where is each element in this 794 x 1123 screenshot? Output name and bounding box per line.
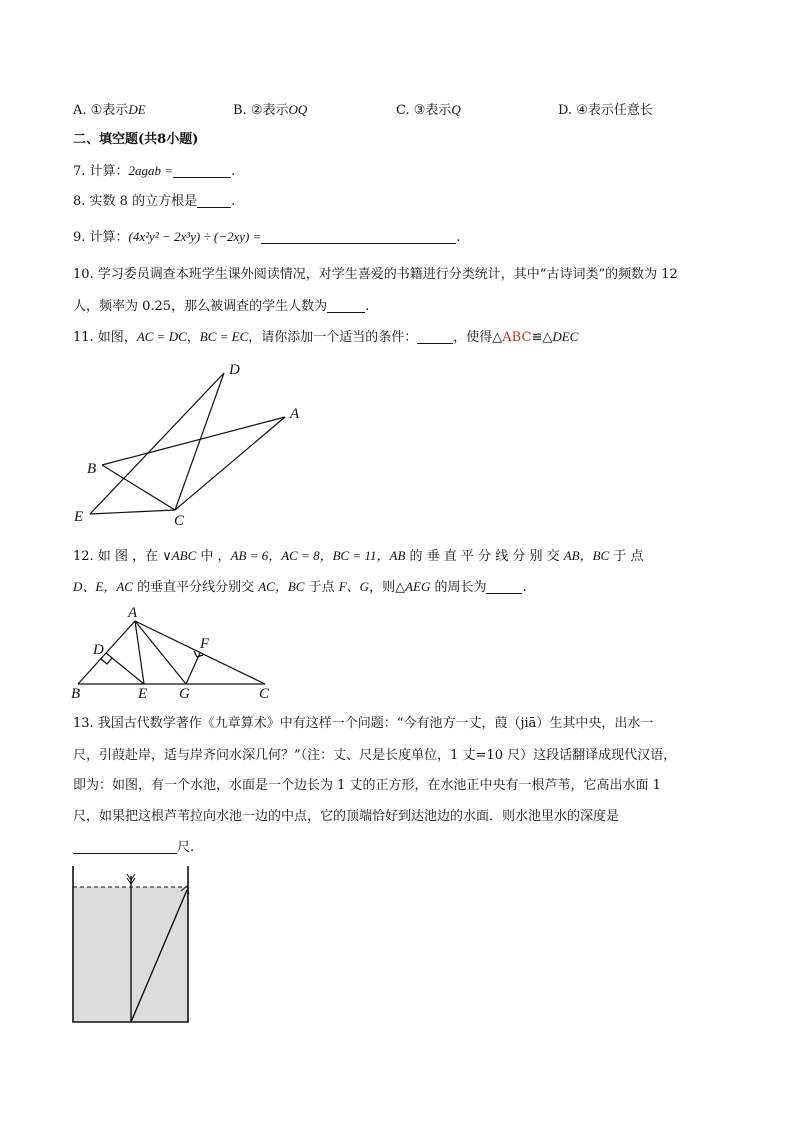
fig12-label-C: C	[259, 686, 270, 702]
section-title: 二、填空题(共8小题)	[73, 132, 199, 147]
option-c	[396, 99, 461, 118]
q12-l2c: AC，BC	[258, 579, 305, 594]
question-12-line-1	[73, 546, 644, 567]
q12-l2g: 的周长为	[430, 580, 487, 595]
question-13-line-1: 13. 我国古代数学著作《九章算术》中有这样一个问题：“今有池方一丈，葭（jiā）生其中央，出水一	[73, 716, 654, 731]
q11-sep: ，	[186, 330, 200, 345]
q12-l1c: 的 垂 直 平 分 线 分 别 交	[405, 549, 564, 564]
q11-after: ，使得△	[453, 330, 503, 345]
q9-prefix: 9. 计算：	[73, 230, 129, 245]
q9-expr: (4x²y² − 2x³y) ÷ (−2xy) =	[128, 229, 262, 244]
figure-13-pond	[70, 862, 195, 1027]
q12-end: .	[522, 580, 527, 595]
figure-12	[68, 604, 288, 702]
q11-abc: ABC	[502, 330, 532, 345]
q9-answer-blank[interactable]	[261, 229, 456, 244]
q8-answer-blank[interactable]	[197, 193, 231, 208]
q12-l2f: ，则△	[369, 580, 406, 595]
q9-end: .	[456, 230, 461, 245]
q7-answer-blank[interactable]	[173, 163, 231, 178]
q10-end: .	[365, 299, 370, 314]
option-c-value: Q	[451, 102, 461, 117]
fig12-label-F: F	[200, 636, 210, 652]
q7-end: .	[231, 164, 236, 179]
q7-glyph: g	[141, 163, 149, 178]
option-a-label: A. ①表示	[73, 103, 129, 118]
q7-prefix: 7. 计算：	[73, 164, 129, 179]
question-10-line-2	[73, 297, 369, 317]
q11-mid: ，请你添加一个适当的条件：	[248, 330, 418, 345]
question-12-line-2	[73, 577, 527, 598]
option-b-value: OQ	[288, 102, 308, 117]
fig12-label-A: A	[128, 605, 138, 621]
q10-answer-blank[interactable]	[327, 298, 365, 313]
q11-eq1: AC = DC	[136, 329, 187, 344]
fig12-label-B: B	[71, 686, 81, 702]
label-E: E	[74, 509, 84, 525]
question-13-line-4: 尺，如果把这根芦苇拉向水池一边的中点，它的顶端恰好到达池边的水面．则水池里水的深度是	[73, 809, 620, 824]
q12-l1a: 12. 如 图 ，在 ∨	[73, 549, 172, 564]
fig12-label-G: G	[179, 686, 190, 702]
fig12-label-E: E	[138, 686, 148, 702]
q8-text: 8. 实数 8 的立方根是	[73, 194, 198, 209]
option-a	[73, 99, 146, 118]
q12-answer-blank[interactable]	[486, 579, 522, 594]
label-C: C	[174, 513, 185, 529]
label-A: A	[290, 406, 300, 422]
q11-dec: DEC	[552, 329, 579, 344]
q13-end: 尺.	[177, 840, 195, 855]
q12-l2b: 的垂直平分线分别交	[132, 580, 259, 595]
question-11	[73, 327, 578, 348]
q8-end: .	[231, 194, 236, 209]
q11-prefix: 11. 如图，	[73, 330, 137, 345]
option-b	[233, 99, 307, 118]
option-a-value: DE	[128, 102, 146, 117]
figure-11-lines	[90, 373, 285, 514]
q12-l1b: 中 ，	[196, 549, 231, 564]
question-13-line-3: 即为：如图，有一个水池，水面是一个边长为 1 丈的正方形，在水池正中央有一根芦苇，它高出水面 1	[73, 778, 661, 793]
question-13-line-2: 尺，引葭赴岸，适与岸齐问水深几何？”（注：丈、尺是长度单位，1 丈=10 尺）这段话翻译成现代汉语，	[73, 748, 677, 763]
fig12-label-D: D	[93, 642, 104, 658]
label-D: D	[229, 362, 240, 378]
q12-l1d: 于 点	[609, 549, 644, 564]
question-7	[73, 161, 235, 182]
option-d	[558, 99, 653, 118]
q11-cong: ≌△	[531, 330, 553, 345]
q12-l2a: D、E，AC	[73, 579, 133, 594]
option-d-label: D. ④表示任意长	[558, 103, 653, 118]
q7-expr2: ab =	[148, 163, 174, 178]
figure-11	[70, 355, 320, 535]
question-8	[73, 192, 235, 212]
label-B: B	[87, 461, 97, 477]
q12-sides: AB，BC	[563, 548, 610, 563]
q12-l2d: 于点	[304, 580, 339, 595]
q12-l2e: F、G	[338, 579, 370, 594]
option-c-label: C. ③表示	[396, 103, 452, 118]
figure-12-lines	[78, 621, 265, 684]
q12-abc: ABC	[171, 548, 197, 563]
q12-aeg: AEG	[405, 579, 431, 594]
q10-line2: 人，频率为 0.25，那么被调查的学生人数为	[73, 299, 328, 314]
question-13-line-5	[73, 838, 194, 858]
option-b-label: B. ②表示	[233, 103, 289, 118]
q11-eq2: BC = EC	[199, 329, 249, 344]
question-9	[73, 227, 461, 248]
q7-expr: 2a	[128, 163, 142, 178]
q11-answer-blank[interactable]	[417, 329, 453, 344]
q13-answer-blank[interactable]	[73, 839, 177, 854]
question-10-line-1: 10. 学习委员调查本班学生课外阅读情况，对学生喜爱的书籍进行分类统计，其中“古诗词类”的频数为 12	[73, 267, 678, 282]
q12-vals: AB = 6，AC = 8，BC = 11，AB	[230, 548, 406, 563]
